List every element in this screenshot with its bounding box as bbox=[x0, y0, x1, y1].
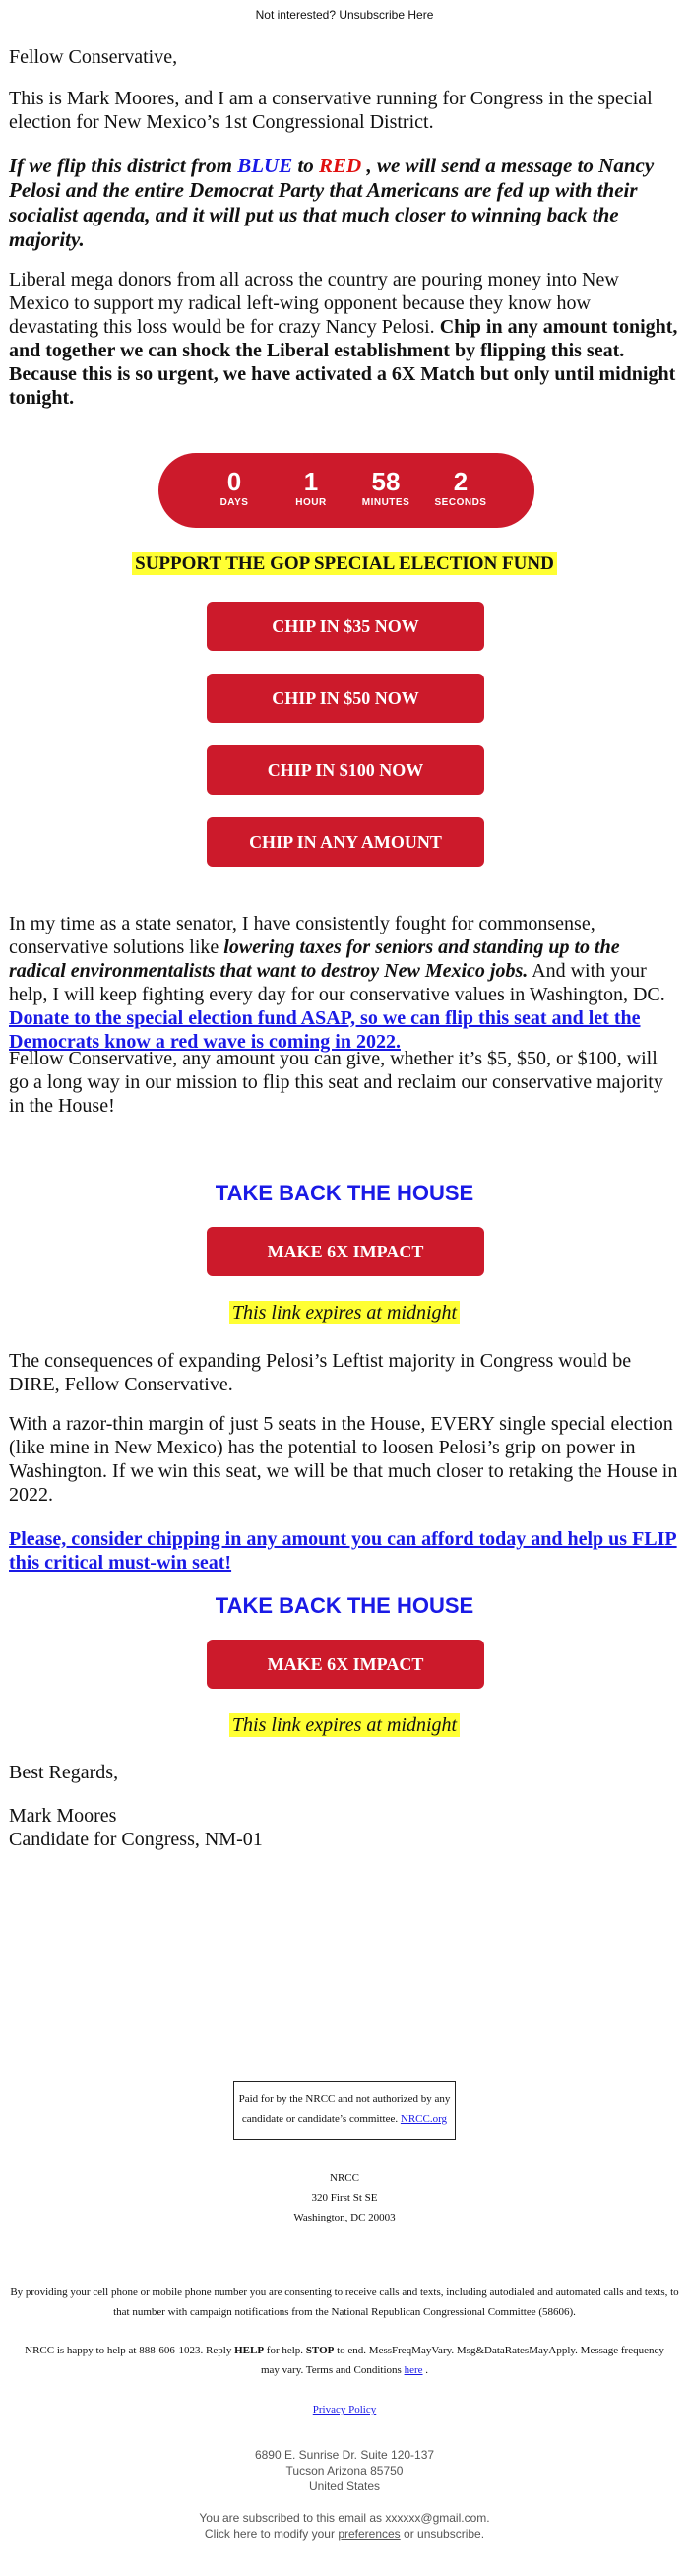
any-amount-paragraph: Fellow Conservative, any amount you can give, whether it’s $5, $50, or $100, will go a long way in our mission to flip this seat and reclaim our conservative majority in the House! bbox=[9, 1048, 663, 1117]
consequences-paragraph: The consequences of expanding Pelosi’s Leftist majority in Congress would be DIRE, Fellow Conservative. bbox=[9, 1350, 632, 1395]
best-regards: Best Regards, bbox=[9, 1762, 119, 1783]
nrcc-org-link[interactable]: NRCC.org bbox=[400, 2113, 448, 2125]
donors-paragraph: Liberal mega donors from all across the country are pouring money into New Mexico to support my radical left-wing opponent because they know how devastating this loss would be for crazy Nancy Pelosi. Chip in any amount tonight, and together we can shock the Liberal establishment by flipping this seat. Because this is so urgent, we have activated a 6X Match but only until midnight tonight. bbox=[9, 269, 678, 409]
red-word: RED bbox=[319, 154, 362, 177]
signer-name: Mark Moores bbox=[9, 1805, 117, 1827]
nrcc-address: NRCC 320 First St SE Washington, DC 20003 bbox=[293, 2172, 396, 2223]
greeting: Fellow Conservative, bbox=[9, 46, 178, 68]
signer-position: Candidate for Congress, NM-01 bbox=[9, 1829, 263, 1850]
chip-in-flip-seat-link[interactable]: Please, consider chipping in any amount you can afford today and help us FLIP this critical must-win seat! bbox=[9, 1528, 677, 1574]
sms-help-text: NRCC is happy to help at 888-606-1023. Reply HELP for help. STOP to end. MessFreqMayVary. Msg&DataRatesMayApply. Message frequency may vary. Terms and Conditions here . bbox=[25, 2345, 664, 2376]
link-expires-note-2: This link expires at midnight bbox=[0, 1714, 689, 1737]
razor-thin-paragraph: With a razor-thin margin of just 5 seats in the House, EVERY single special election (like mine in New Mexico) has the potential to loosen Pelosi’s grip on power in Washington. If we win this seat, we will be that much closer to retaking the House in 2022. bbox=[9, 1413, 678, 1506]
chip-in-100-button[interactable]: CHIP IN $100 NOW bbox=[207, 745, 484, 795]
unsubscribe-link[interactable]: Not interested? Unsubscribe Here bbox=[255, 8, 434, 22]
donate-special-election-link[interactable]: Donate to the special election fund ASAP, so we can flip this seat and let the Democrats know a red wave is coming in 2022. bbox=[9, 1007, 641, 1053]
blue-word: BLUE bbox=[237, 154, 293, 177]
sms-consent-text: By providing your cell phone or mobile phone number you are consenting to receive calls and texts, including autodialed and automated calls and texts, to that number with campaign notifications from the National Republican Congressional Committee (58606). bbox=[10, 2286, 679, 2318]
privacy-policy-link[interactable]: Privacy Policy bbox=[312, 2404, 377, 2415]
terms-here-link[interactable]: here bbox=[404, 2364, 423, 2376]
fund-title: SUPPORT THE GOP SPECIAL ELECTION FUND bbox=[0, 553, 689, 575]
chip-in-50-button[interactable]: CHIP IN $50 NOW bbox=[207, 674, 484, 723]
subscription-notice: You are subscribed to this email as xxxxxx@gmail.com. Click here to modify your preferences or unsubscribe. bbox=[199, 2511, 490, 2541]
paid-for-disclaimer: Paid for by the NRCC and not authorized by any candidate or candidate’s committee. NRCC.org bbox=[233, 2081, 456, 2140]
state-senator-paragraph: In my time as a state senator, I have consistently fought for commonsense, conservative solutions like lowering taxes for seniors and standing up to the radical environmentalists that want to destroy New Mexico jobs. And with your help, I will keep fighting every day for our conservative values in Washington, DC. Donate to the special election fund ASAP, so we can flip this seat and let the Democrats know a red wave is coming in 2022. bbox=[9, 913, 665, 1053]
flip-district-paragraph: If we flip this district from BLUE to RED , we will send a message to Nancy Pelosi and the entire Democrat Party that Americans are fed up with their socialist agenda, and it will put us that much closer to winning back the majority. bbox=[9, 154, 655, 251]
countdown-timer bbox=[158, 453, 534, 528]
countdown-minutes: 58 MINUTES bbox=[361, 467, 410, 508]
intro-paragraph: This is Mark Moores, and I am a conservative running for Congress in the special election for New Mexico’s 1st Congressional District. bbox=[9, 88, 653, 133]
countdown-hours: 1 HOUR bbox=[295, 467, 327, 508]
chip-in-35-button[interactable]: CHIP IN $35 NOW bbox=[207, 602, 484, 651]
countdown-days: 0 DAYS bbox=[219, 467, 249, 508]
link-expires-note-1: This link expires at midnight bbox=[0, 1302, 689, 1324]
make-6x-impact-button-2[interactable]: MAKE 6X IMPACT bbox=[207, 1640, 484, 1689]
take-back-house-title-1: TAKE BACK THE HOUSE bbox=[215, 1181, 474, 1205]
countdown-seconds: 2 SECONDS bbox=[434, 467, 487, 508]
take-back-house-title-2: TAKE BACK THE HOUSE bbox=[215, 1593, 474, 1618]
mailing-address: 6890 E. Sunrise Dr. Suite 120-137 Tucson Arizona 85750 United States bbox=[254, 2448, 435, 2493]
make-6x-impact-button-1[interactable]: MAKE 6X IMPACT bbox=[207, 1227, 484, 1276]
chip-in-any-amount-button[interactable]: CHIP IN ANY AMOUNT bbox=[207, 817, 484, 867]
preferences-link[interactable]: preferences bbox=[338, 2527, 401, 2541]
